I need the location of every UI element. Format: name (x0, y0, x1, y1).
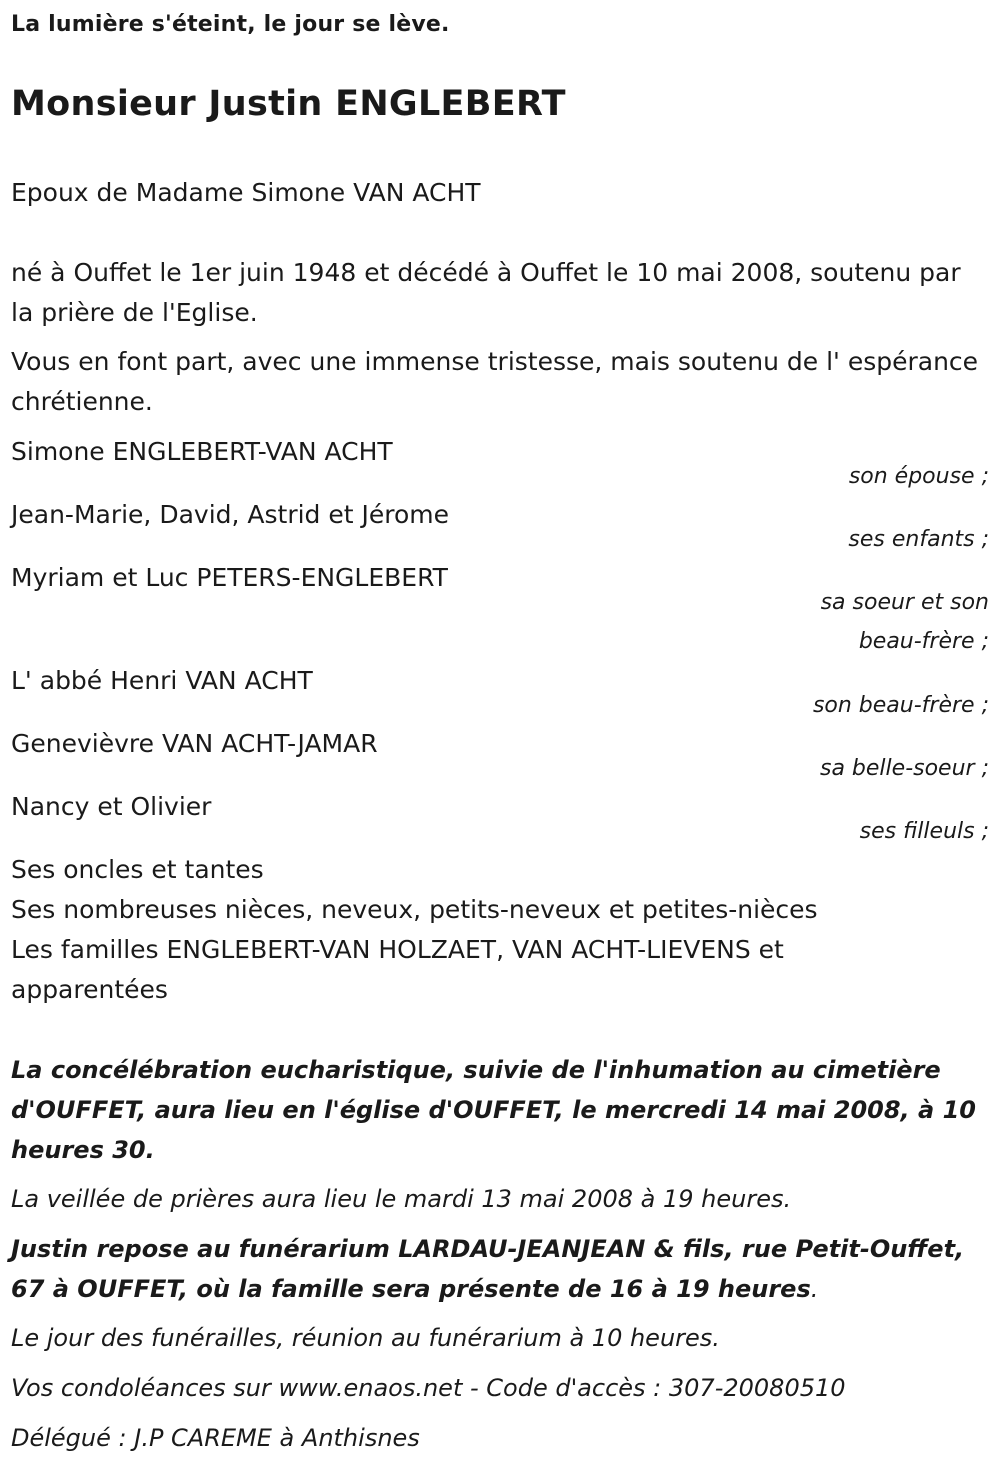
spouse-line: Epoux de Madame Simone VAN ACHT (11, 178, 481, 207)
ceremony-text: La concélébration eucharistique, suivie de l'inhumation au cimetière d'OUFFET, aura lieu en l'église d'OUFFET, le mercredi 14 mai 2008, à 10 heures 30. (11, 1056, 976, 1164)
extended-family-line: Ses oncles et tantes (11, 855, 264, 884)
extended-family-line: Ses nombreuses nièces, neveux, petits-neveux et petites-nièces (11, 895, 818, 924)
family-member-names: Simone ENGLEBERT-VAN ACHT (11, 437, 393, 466)
family-member-names: Myriam et Luc PETERS-ENGLEBERT (11, 563, 448, 592)
funerarium-text-main: Justin repose au funérarium LARDAU-JEANJEAN & fils, rue Petit-Ouffet, 67 à OUFFET, où la famille sera présente de 16 à 19 heures (11, 1235, 965, 1303)
tagline: La lumière s'éteint, le jour se lève. (11, 12, 450, 37)
family-member-names: Jean-Marie, David, Astrid et Jérome (11, 500, 450, 529)
family-member-names: L' abbé Henri VAN ACHT (11, 666, 313, 695)
family-member-relation: beau-frère ; (858, 629, 989, 654)
announcement-text: Vous en font part, avec une immense tristesse, mais soutenu de l' espérance chrétienne. (11, 347, 979, 416)
family-member-relation: sa soeur et son (820, 590, 989, 615)
delegate-text: Délégué : J.P CAREME à Anthisnes (11, 1424, 420, 1452)
deceased-name: Monsieur Justin ENGLEBERT (11, 84, 566, 124)
family-member-relation: ses enfants ; (848, 527, 989, 552)
family-member-relation: sa belle-soeur ; (820, 756, 989, 781)
family-member-names: Genevièvre VAN ACHT-JAMAR (11, 729, 378, 758)
funerarium-text (11, 1229, 989, 1309)
family-member-relation: son beau-frère ; (812, 693, 989, 718)
funerarium-text-end: . (810, 1275, 819, 1303)
vigil-text: La veillée de prières aura lieu le mardi 13 mai 2008 à 19 heures. (11, 1185, 792, 1213)
condolences-text: Vos condoléances sur www.enaos.net - Code d'accès : 307-20080510 (11, 1374, 846, 1402)
family-member-relation: son épouse ; (848, 464, 989, 489)
meeting-text: Le jour des funérailles, réunion au funérarium à 10 heures. (11, 1324, 720, 1352)
birth-death-text: né à Ouffet le 1er juin 1948 et décédé à Ouffet le 10 mai 2008, soutenu par la prière de l'Eglise. (11, 258, 961, 327)
extended-family-line: Les familles ENGLEBERT-VAN HOLZAET, VAN ACHT-LIEVENS et apparentées (11, 935, 784, 1004)
family-member-names: Nancy et Olivier (11, 792, 212, 821)
family-member-relation: ses filleuls ; (859, 819, 989, 844)
